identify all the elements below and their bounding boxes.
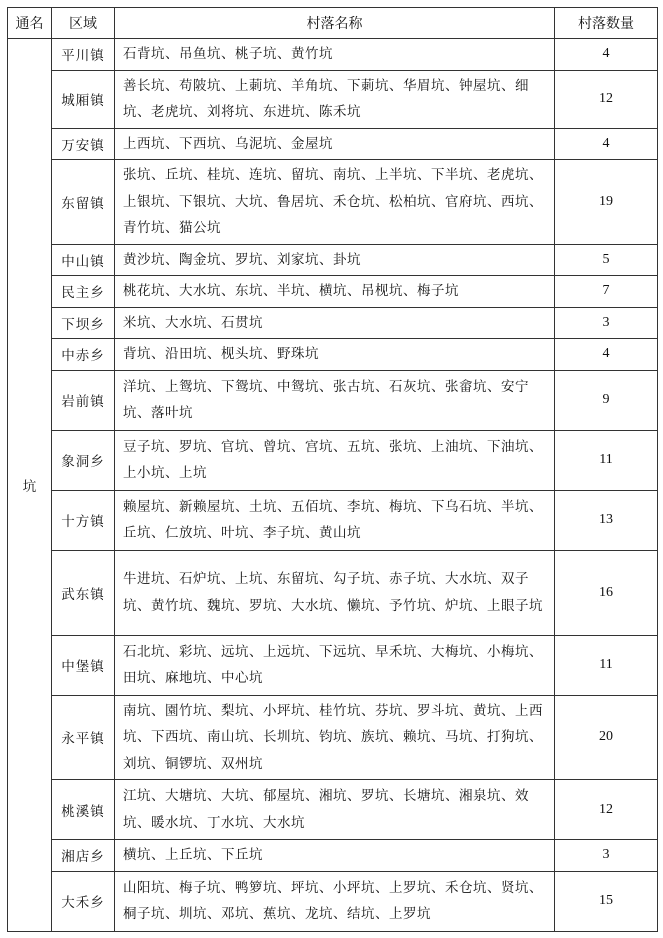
region-cell: 十方镇	[52, 490, 115, 550]
region-cell: 桃溪镇	[52, 780, 115, 840]
region-cell: 永平镇	[52, 695, 115, 780]
table-row	[8, 370, 658, 430]
table-body	[8, 39, 658, 932]
village-count-cell: 12	[555, 70, 658, 128]
region-cell: 武东镇	[52, 550, 115, 635]
village-count-cell: 16	[555, 550, 658, 635]
village-names-cell: 张坑、丘坑、桂坑、连坑、留坑、南坑、上半坑、下半坑、老虎坑、上银坑、下银坑、大坑、鲁居坑、禾仓坑、松柏坑、官府坑、西坑、青竹坑、猫公坑	[115, 160, 555, 245]
table-row	[8, 276, 658, 308]
header-tong: 通名	[8, 8, 52, 39]
village-count-cell: 11	[555, 635, 658, 695]
village-names-cell: 豆子坑、罗坑、官坑、曾坑、宫坑、五坑、张坑、上油坑、下油坑、上小坑、上坑	[115, 430, 555, 490]
table-row	[8, 695, 658, 780]
village-names-cell: 江坑、大塘坑、大坑、郁屋坑、湘坑、罗坑、长塘坑、湘泉坑、效坑、暖水坑、丁水坑、大水坑	[115, 780, 555, 840]
region-cell: 民主乡	[52, 276, 115, 308]
village-count-cell: 5	[555, 244, 658, 276]
region-cell: 中堡镇	[52, 635, 115, 695]
table-row	[8, 244, 658, 276]
region-cell: 平川镇	[52, 39, 115, 71]
village-count-cell: 4	[555, 39, 658, 71]
header-names: 村落名称	[115, 8, 555, 39]
village-names-cell: 横坑、上丘坑、下丘坑	[115, 840, 555, 872]
village-names-cell: 赖屋坑、新赖屋坑、土坑、五佰坑、李坑、梅坑、下乌石坑、半坑、丘坑、仁放坑、叶坑、李子坑、黄山坑	[115, 490, 555, 550]
village-count-cell: 9	[555, 370, 658, 430]
table-row	[8, 871, 658, 931]
village-names-cell: 南坑、園竹坑、梨坑、小坪坑、桂竹坑、芬坑、罗斗坑、黄坑、上西坑、下西坑、南山坑、长圳坑、钧坑、族坑、赖坑、马坑、打狗坑、刘坑、铜锣坑、双州坑	[115, 695, 555, 780]
table-row	[8, 160, 658, 245]
village-count-cell: 15	[555, 871, 658, 931]
table-row	[8, 550, 658, 635]
village-names-cell: 石背坑、吊鱼坑、桃子坑、黄竹坑	[115, 39, 555, 71]
table-row	[8, 780, 658, 840]
village-names-cell: 石北坑、彩坑、远坑、上远坑、下远坑、早禾坑、大梅坑、小梅坑、田坑、麻地坑、中心坑	[115, 635, 555, 695]
region-cell: 东留镇	[52, 160, 115, 245]
village-count-cell: 11	[555, 430, 658, 490]
village-names-cell: 黄沙坑、陶金坑、罗坑、刘家坑、卦坑	[115, 244, 555, 276]
header-row	[8, 8, 658, 39]
region-cell: 大禾乡	[52, 871, 115, 931]
table-row	[8, 430, 658, 490]
village-count-cell: 3	[555, 307, 658, 339]
table-row	[8, 128, 658, 160]
village-names-cell: 米坑、大水坑、石贯坑	[115, 307, 555, 339]
village-names-cell: 山阳坑、梅子坑、鸭箩坑、坪坑、小坪坑、上罗坑、禾仓坑、贤坑、桐子坑、圳坑、邓坑、蕉坑、龙坑、结坑、上罗坑	[115, 871, 555, 931]
village-count-cell: 7	[555, 276, 658, 308]
region-cell: 岩前镇	[52, 370, 115, 430]
village-count-cell: 13	[555, 490, 658, 550]
village-names-cell: 牛进坑、石炉坑、上坑、东留坑、勾子坑、赤子坑、大水坑、双子坑、黄竹坑、魏坑、罗坑、大水坑、懒坑、予竹坑、炉坑、上眼子坑	[115, 550, 555, 635]
village-names-cell: 上西坑、下西坑、乌泥坑、金屋坑	[115, 128, 555, 160]
header-region: 区域	[52, 8, 115, 39]
table-row	[8, 490, 658, 550]
village-count-cell: 20	[555, 695, 658, 780]
region-cell: 城厢镇	[52, 70, 115, 128]
village-names-cell: 善长坑、苟陂坑、上莿坑、羊角坑、下莿坑、华眉坑、钟屋坑、细坑、老虎坑、刘将坑、东进坑、陈禾坑	[115, 70, 555, 128]
village-names-cell: 背坑、沿田坑、枧头坑、野珠坑	[115, 339, 555, 371]
village-table	[7, 7, 658, 932]
table-row	[8, 70, 658, 128]
region-cell: 万安镇	[52, 128, 115, 160]
village-count-cell: 19	[555, 160, 658, 245]
table-row	[8, 307, 658, 339]
village-count-cell: 4	[555, 128, 658, 160]
village-count-cell: 12	[555, 780, 658, 840]
table-row	[8, 635, 658, 695]
tong-cell: 坑	[8, 39, 52, 932]
header-count: 村落数量	[555, 8, 658, 39]
region-cell: 湘店乡	[52, 840, 115, 872]
village-names-cell: 桃花坑、大水坑、东坑、半坑、横坑、吊枧坑、梅子坑	[115, 276, 555, 308]
table-row	[8, 39, 658, 71]
region-cell: 下坝乡	[52, 307, 115, 339]
village-count-cell: 3	[555, 840, 658, 872]
region-cell: 中赤乡	[52, 339, 115, 371]
table-row	[8, 840, 658, 872]
table-row	[8, 339, 658, 371]
village-names-cell: 洋坑、上鸳坑、下鸳坑、中鸳坑、张古坑、石灰坑、张畲坑、安宁坑、落叶坑	[115, 370, 555, 430]
region-cell: 象洞乡	[52, 430, 115, 490]
region-cell: 中山镇	[52, 244, 115, 276]
village-count-cell: 4	[555, 339, 658, 371]
